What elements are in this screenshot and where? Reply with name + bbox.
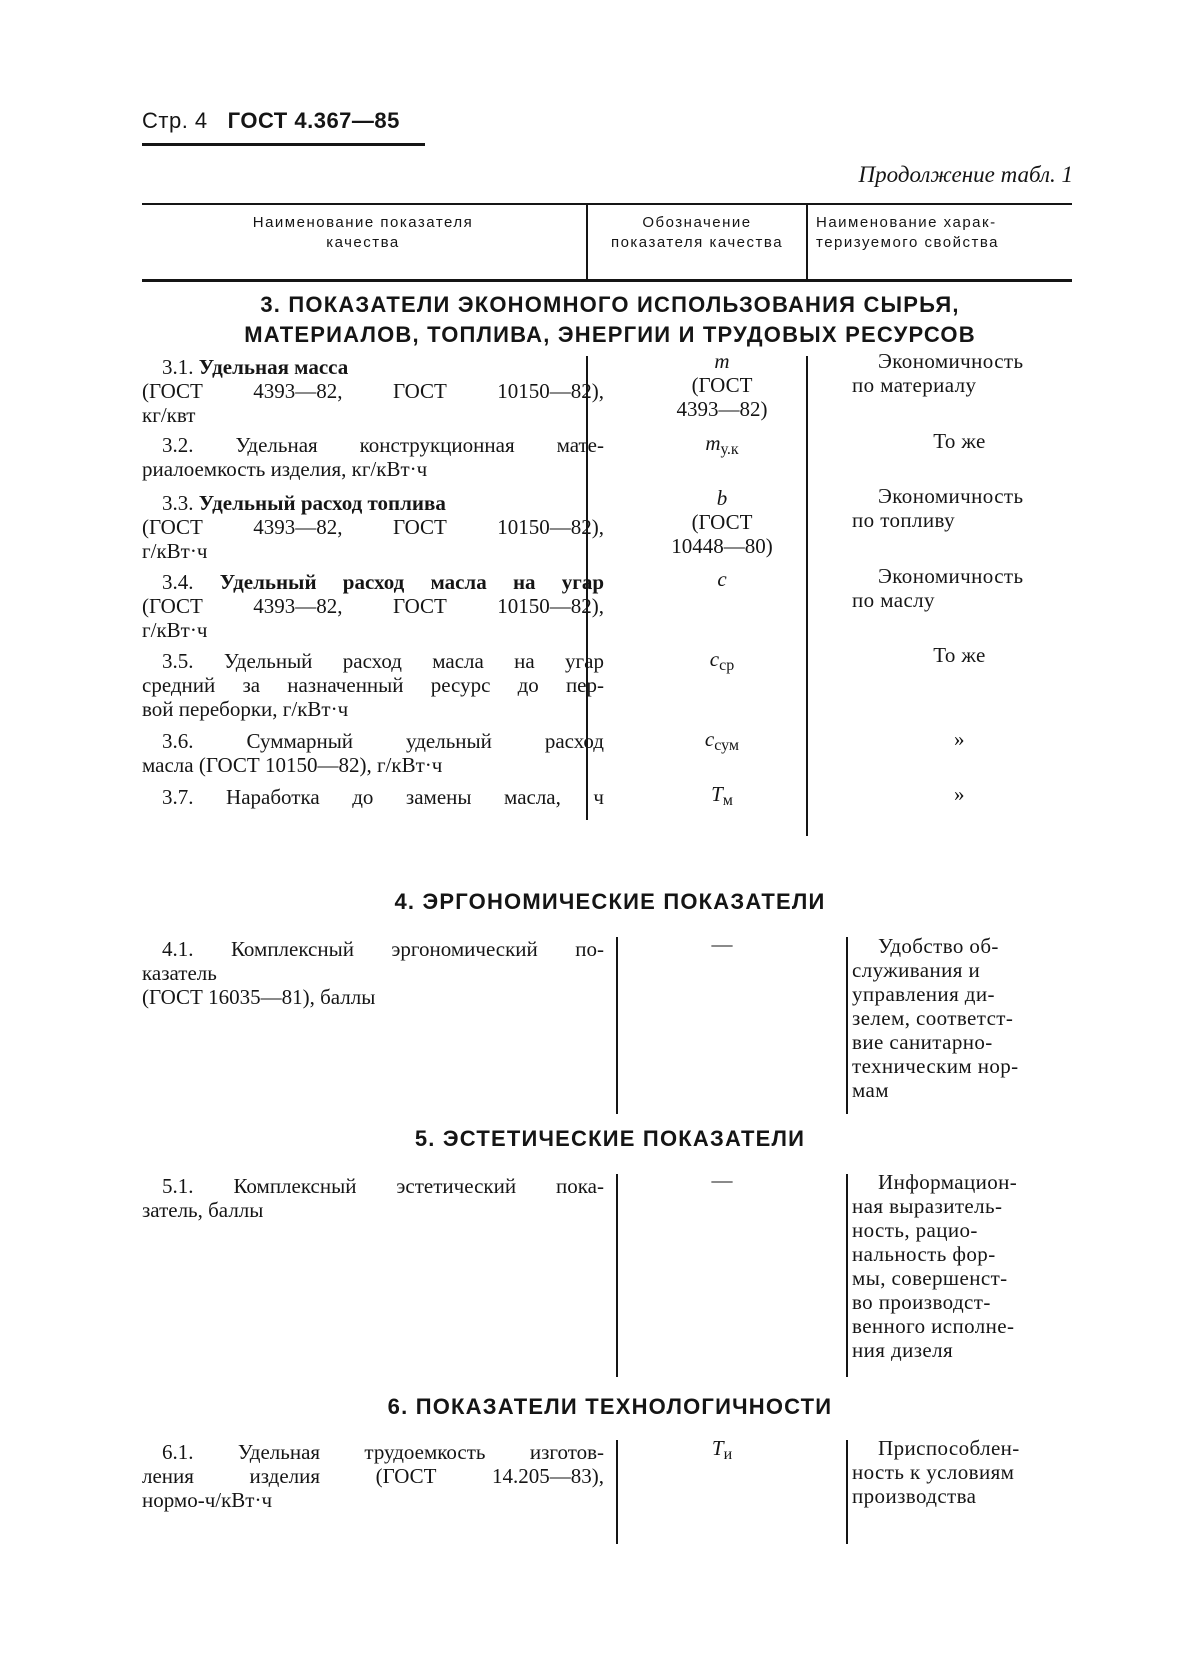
table-row-3-1-designation xyxy=(612,349,832,421)
property-line: ность, рацио- xyxy=(852,1218,978,1242)
section-heading-line: 3. ПОКАЗАТЕЛИ ЭКОНОМНОГО ИСПОЛЬЗОВАНИЯ СЫРЬЯ, xyxy=(260,292,960,317)
column-divider-2-section-6 xyxy=(846,1440,848,1544)
running-head-rule xyxy=(142,143,425,146)
table-row-3-5-property: То же xyxy=(933,643,986,667)
column-divider-2-section-5 xyxy=(846,1174,848,1377)
table-row-3-2-designation xyxy=(612,431,832,462)
section-heading-4: 4. ЭРГОНОМИЧЕСКИЕ ПОКАЗАТЕЛИ xyxy=(394,889,826,914)
table-continuation-note: Продолжение табл. 1 xyxy=(858,162,1073,187)
row-line: 3.6. Суммарный удельный расход xyxy=(162,729,604,753)
table-row-3-2-property: То же xyxy=(933,429,986,453)
property-line: управления ди- xyxy=(852,982,995,1006)
table-row-3-6-property: » xyxy=(954,727,965,751)
page-number: Стр. 4 xyxy=(142,108,208,133)
table-top-rule xyxy=(142,203,1072,205)
property-line: по маслу xyxy=(852,588,935,612)
section-heading-line: МАТЕРИАЛОВ, ТОПЛИВА, ЭНЕРГИИ И ТРУДОВЫХ РЕСУРСОВ xyxy=(244,322,976,347)
table-row-3-5-name xyxy=(142,649,604,721)
table-row-3-7-property: » xyxy=(954,782,965,806)
section-heading-5: 5. ЭСТЕТИЧЕСКИЕ ПОКАЗАТЕЛИ xyxy=(414,1126,806,1151)
table-row-3-4-property xyxy=(852,564,1067,612)
property-line: по материалу xyxy=(852,373,977,397)
property-line: вие санитарно- xyxy=(852,1030,993,1054)
row-line: нормо-ч/кВт·ч xyxy=(142,1488,273,1512)
column-header-designation-line: Обозначение xyxy=(642,214,752,231)
property-line: зелем, соответст- xyxy=(852,1006,1014,1030)
row-line: риалоемкость изделия, кг/кВт·ч xyxy=(142,457,428,481)
quality-symbol: c xyxy=(709,647,720,671)
row-line: масла (ГОСТ 10150—82), г/кВт·ч xyxy=(142,753,443,777)
symbol-reference-line: 10448—80) xyxy=(671,534,773,558)
row-title: Удельный расход топлива xyxy=(198,491,446,515)
table-row-5-1-designation: — xyxy=(711,1168,733,1192)
table-row-4-1-property xyxy=(852,934,1067,1102)
row-number: 3.1. xyxy=(162,355,194,379)
table-row-5-1-property xyxy=(852,1170,1067,1362)
row-line: затель, баллы xyxy=(142,1198,264,1222)
symbol-reference-line: 4393—82) xyxy=(676,397,768,421)
section-heading-3 xyxy=(160,290,1060,350)
row-title: Удельная масса xyxy=(198,355,349,379)
header-divider-1 xyxy=(586,205,588,279)
column-divider-1-section-4 xyxy=(616,937,618,1114)
table-row-5-1-name xyxy=(142,1174,604,1222)
column-divider-2-section-3 xyxy=(806,356,808,836)
table-row-4-1-name xyxy=(142,937,604,1009)
row-line: ления изделия (ГОСТ 14.205—83), xyxy=(142,1464,604,1488)
column-header-name xyxy=(142,213,584,253)
table-row-3-1-property xyxy=(852,349,1067,397)
row-number: 3.3. xyxy=(162,491,194,515)
table-row-3-2-name xyxy=(142,433,604,481)
row-line: кг/квт xyxy=(142,403,196,427)
row-line xyxy=(142,355,604,379)
table-row-3-7-name xyxy=(142,785,604,809)
quality-symbol-subscript: у.к xyxy=(720,441,739,458)
column-divider-1-section-5 xyxy=(616,1174,618,1377)
property-line: служивания и xyxy=(852,958,981,982)
symbol-reference-line: (ГОСТ xyxy=(691,510,753,534)
row-line xyxy=(142,570,604,594)
row-line: 3.2. Удельная конструкционная мате- xyxy=(162,433,604,457)
table-row-3-1-name xyxy=(142,355,604,427)
property-line: ная выразитель- xyxy=(852,1194,1003,1218)
table-row-3-5-designation xyxy=(612,647,832,678)
row-line: 6.1. Удельная трудоемкость изготов- xyxy=(162,1440,604,1464)
property-line: ность к условиям xyxy=(852,1460,1015,1484)
table-row-3-3-designation xyxy=(612,486,832,558)
table-row-3-3-property xyxy=(852,484,1067,532)
property-line: ния дизеля xyxy=(852,1338,954,1362)
quality-symbol: c xyxy=(717,567,727,591)
row-line xyxy=(142,491,604,515)
quality-symbol: T xyxy=(711,782,723,806)
row-line: 3.7. Наработка до замены масла, ч xyxy=(162,785,604,809)
running-head xyxy=(142,108,400,134)
row-line: 3.5. Удельный расход масла на угар xyxy=(162,649,604,673)
property-line: Информацион- xyxy=(878,1170,1018,1194)
quality-symbol-subscript: м xyxy=(722,792,733,809)
column-header-designation xyxy=(590,213,804,253)
property-line: техническим нор- xyxy=(852,1054,1019,1078)
column-divider-2-section-4 xyxy=(846,937,848,1114)
row-line: г/кВт·ч xyxy=(142,539,208,563)
row-line: г/кВт·ч xyxy=(142,618,208,642)
table-row-6-1-name xyxy=(142,1440,604,1512)
row-title: Удельный расход масла на угар xyxy=(219,570,604,594)
table-row-3-4-designation xyxy=(612,567,832,591)
property-line: Экономичность xyxy=(878,349,1024,373)
property-line: венного исполне- xyxy=(852,1314,1015,1338)
property-line: Экономичность xyxy=(878,564,1024,588)
table-row-3-6-name xyxy=(142,729,604,777)
row-line: средний за назначенный ресурс до пер- xyxy=(142,673,604,697)
property-line: нальность фор- xyxy=(852,1242,996,1266)
table-row-3-3-name xyxy=(142,491,604,563)
standard-number: ГОСТ 4.367—85 xyxy=(227,108,400,133)
column-header-name-line: качества xyxy=(326,234,400,251)
table-header-bottom-rule xyxy=(142,279,1072,282)
quality-symbol: m xyxy=(714,349,730,373)
section-heading-6: 6. ПОКАЗАТЕЛИ ТЕХНОЛОГИЧНОСТИ xyxy=(387,1394,833,1419)
quality-symbol: m xyxy=(705,431,721,455)
property-line: Экономичность xyxy=(878,484,1024,508)
quality-symbol: c xyxy=(704,727,715,751)
row-line: (ГОСТ 4393—82, ГОСТ 10150—82), xyxy=(142,379,604,403)
table-row-4-1-designation: — xyxy=(711,932,733,956)
property-line: мам xyxy=(852,1078,889,1102)
quality-symbol: T xyxy=(711,1436,724,1460)
symbol-reference-line: (ГОСТ xyxy=(691,373,753,397)
table-row-3-6-designation xyxy=(612,727,832,758)
column-header-property-line: теризуемого свойства xyxy=(816,234,999,251)
column-header-name-line: Наименование показателя xyxy=(252,214,474,231)
column-header-property-line: Наименование харак- xyxy=(816,214,997,231)
property-line: производства xyxy=(852,1484,977,1508)
property-line: во производст- xyxy=(852,1290,991,1314)
row-line: 5.1. Комплексный эстетический пока- xyxy=(162,1174,604,1198)
table-row-3-4-name xyxy=(142,570,604,642)
property-line: Приспособлен- xyxy=(878,1436,1020,1460)
row-number: 3.4. xyxy=(162,570,194,594)
table-row-3-7-designation xyxy=(612,782,832,813)
row-line: (ГОСТ 4393—82, ГОСТ 10150—82), xyxy=(142,594,604,618)
quality-symbol-subscript: сум xyxy=(714,737,740,754)
table-row-6-1-property xyxy=(852,1436,1067,1508)
quality-symbol-subscript: ср xyxy=(719,657,735,674)
row-line: (ГОСТ 16035—81), баллы xyxy=(142,985,376,1009)
column-header-designation-line: показателя качества xyxy=(610,234,784,251)
header-divider-2 xyxy=(806,205,808,279)
column-header-property xyxy=(810,213,1078,253)
table-row-6-1-designation xyxy=(612,1436,832,1467)
row-line: (ГОСТ 4393—82, ГОСТ 10150—82), xyxy=(142,515,604,539)
row-line: вой переборки, г/кВт·ч xyxy=(142,697,349,721)
row-line: казатель xyxy=(142,961,217,985)
quality-symbol: b xyxy=(716,486,728,510)
property-line: по топливу xyxy=(852,508,956,532)
quality-symbol-subscript: и xyxy=(723,1446,733,1463)
row-line: 4.1. Комплексный эргономический по- xyxy=(162,937,604,961)
property-line: Удобство об- xyxy=(878,934,999,958)
property-line: мы, совершенст- xyxy=(852,1266,1008,1290)
